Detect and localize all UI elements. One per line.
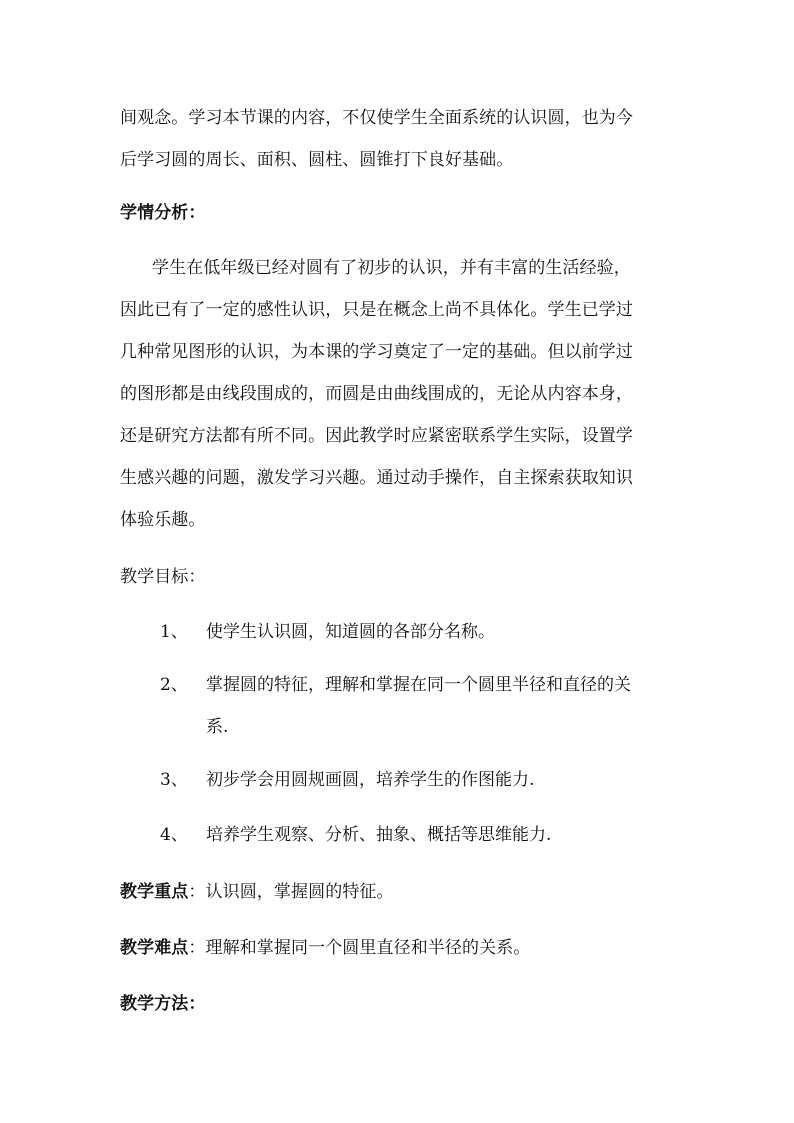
analysis-line-2: 因此已有了一定的感性认识，只是在概念上尚不具体化。学生已学过: [120, 300, 633, 320]
learning-analysis-heading: 学情分析：: [120, 203, 206, 223]
key-point-line: [120, 880, 394, 904]
objective-2-number: 2、: [160, 675, 188, 695]
objective-1-number: 1、: [160, 622, 188, 642]
intro-line-2: 后学习圆的周长、面积、圆柱、圆锥打下良好基础。: [120, 150, 514, 170]
objective-3-text: 初步学会用圆规画圆，培养学生的作图能力.: [206, 770, 535, 790]
objectives-heading: 教学目标：: [120, 567, 206, 587]
intro-line-1: 间观念。学习本节课的内容，不仅使学生全面系统的认识圆，也为今: [120, 108, 633, 128]
difficulty-line: [120, 936, 530, 960]
analysis-line-7: 体验乐趣。: [120, 510, 206, 530]
objective-3-number: 3、: [160, 770, 188, 790]
objective-1-text: 使学生认识圆，知道圆的各部分名称。: [206, 622, 495, 642]
analysis-line-1: 学生在低年级已经对圆有了初步的认识，并有丰富的生活经验，: [152, 258, 631, 278]
analysis-line-3: 几种常见图形的认识，为本课的学习奠定了一定的基础。但以前学过: [120, 342, 633, 362]
objective-2-text: 掌握圆的特征，理解和掌握在同一个圆里半径和直径的关: [206, 675, 631, 695]
objective-2-text-cont: 系.: [206, 717, 229, 737]
methods-heading: 教学方法：: [120, 994, 206, 1014]
analysis-line-5: 还是研究方法都有所不同。因此教学时应紧密联系学生实际，设置学: [120, 426, 633, 446]
difficulty-text: ：理解和掌握同一个圆里直径和半径的关系。: [188, 938, 531, 958]
objective-4-number: 4、: [160, 825, 188, 845]
analysis-line-6: 生感兴趣的问题，激发学习兴趣。通过动手操作，自主探索获取知识: [120, 468, 633, 488]
key-point-label: 教学重点: [120, 882, 189, 902]
difficulty-label: 教学难点: [120, 938, 189, 958]
key-point-text: ：认识圆，掌握圆的特征。: [188, 882, 394, 902]
analysis-line-4: 的图形都是由线段围成的，而圆是由曲线围成的，无论从内容本身，: [120, 384, 633, 404]
objective-4-text: 培养学生观察、分析、抽象、概括等思维能力.: [206, 825, 552, 845]
